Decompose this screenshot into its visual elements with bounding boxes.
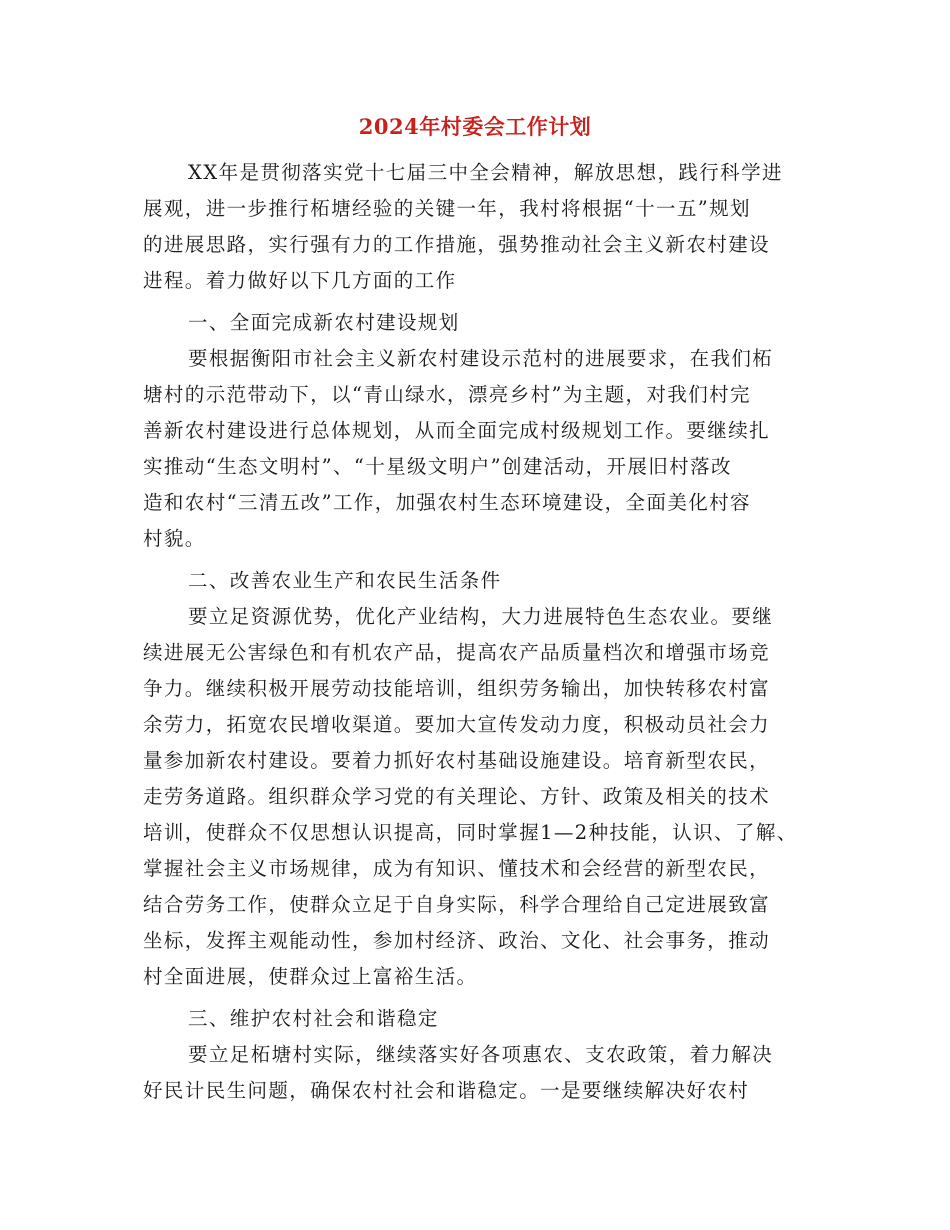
paragraph-line: 坐标，发挥主观能动性，参加村经济、政治、文化、社会事务，推动: [143, 929, 771, 952]
section-heading: 一、全面完成新农村建设规划: [188, 311, 460, 334]
section-heading: 三、维护农村社会和谐稳定: [188, 1007, 439, 1030]
paragraph-line: 塘村的示范带动下，以“青山绿水，漂亮乡村”为主题，对我们村完: [143, 383, 751, 406]
paragraph-line: 好民计民生问题，确保农村社会和谐稳定。一是要继续解决好农村: [143, 1079, 750, 1102]
paragraph-line: 展观，进一步推行柘塘经验的关键一年，我村将根据“十一五”规划: [143, 197, 751, 220]
paragraph-line: 续进展无公害绿色和有机农产品，提高农产品质量档次和增强市场竞: [143, 641, 771, 664]
paragraph-line: 掌握社会主义市场规律，成为有知识、懂技术和会经营的新型农民，: [143, 857, 771, 880]
paragraph-line: 村貌。: [143, 527, 206, 550]
section-heading: 二、改善农业生产和农民生活条件: [188, 569, 502, 592]
paragraph-line: 造和农村“三清五改”工作，加强农村生态环境建设，全面美化村容: [143, 491, 751, 514]
paragraph-line: 结合劳务工作，使群众立足于自身实际，科学合理给自己定进展致富: [143, 893, 771, 916]
paragraph-line: XX年是贯彻落实党十七届三中全会精神，解放思想，践行科学进: [188, 161, 783, 184]
paragraph-line: 进程。着力做好以下几方面的工作: [143, 269, 457, 292]
paragraph-line: 要根据衡阳市社会主义新农村建设示范村的进展要求，在我们柘: [188, 347, 774, 370]
document-title: 2024年村委会工作计划: [358, 114, 592, 139]
paragraph-line: 走劳务道路。组织群众学习党的有关理论、方针、政策及相关的技术: [143, 785, 771, 808]
paragraph-line: 培训，使群众不仅思想认识提高，同时掌握1—2种技能，认识、了解、: [143, 821, 798, 844]
paragraph-line: 善新农村建设进行总体规划，从而全面完成村级规划工作。要继续扎: [143, 419, 771, 442]
paragraph-line: 要立足资源优势，优化产业结构，大力进展特色生态农业。要继: [188, 605, 774, 628]
paragraph-line: 实推动“生态文明村”、“十星级文明户”创建活动，开展旧村落改: [143, 455, 732, 478]
paragraph-line: 量参加新农村建设。要着力抓好农村基础设施建设。培育新型农民，: [143, 749, 771, 772]
paragraph-line: 争力。继续积极开展劳动技能培训，组织劳务输出，加快转移农村富: [143, 677, 771, 700]
paragraph-line: 村全面进展，使群众过上富裕生活。: [143, 965, 478, 988]
paragraph-line: 要立足柘塘村实际，继续落实好各项惠农、支农政策，着力解决: [188, 1043, 774, 1066]
paragraph-line: 的进展思路，实行强有力的工作措施，强势推动社会主义新农村建设: [143, 233, 771, 256]
paragraph-line: 余劳力，拓宽农民增收渠道。要加大宣传发动力度，积极动员社会力: [143, 713, 771, 736]
